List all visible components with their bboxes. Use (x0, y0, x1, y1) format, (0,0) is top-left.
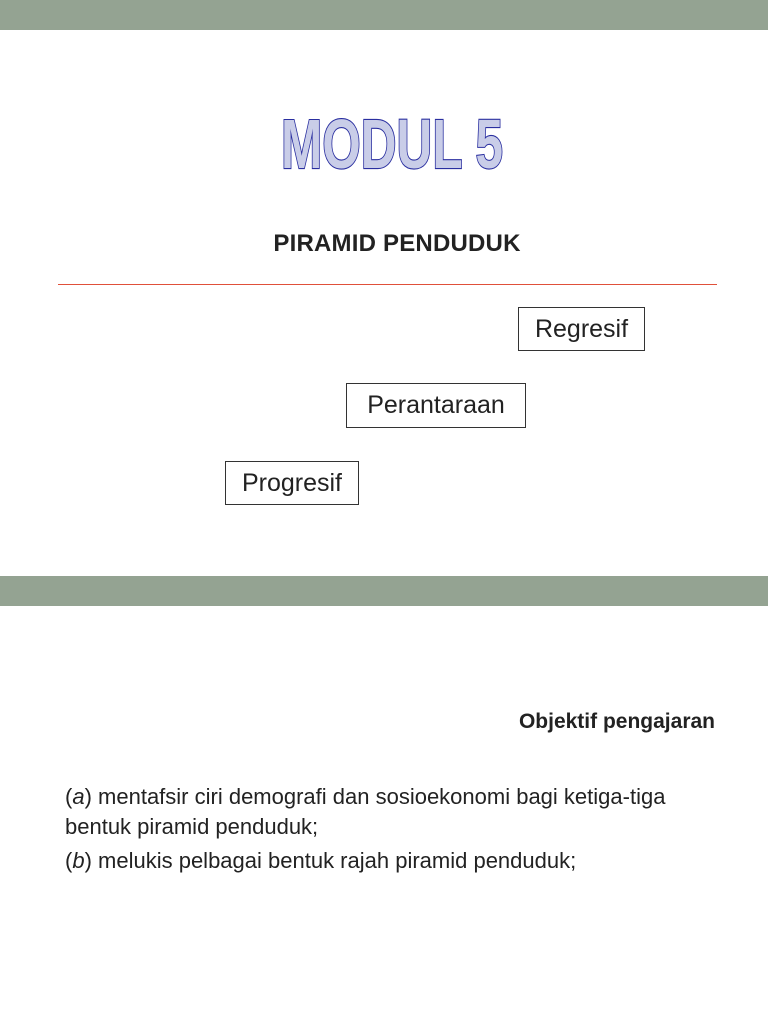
objective-text: mentafsir ciri demografi dan sosioekonomi bagi ketiga-tiga bentuk piramid penduduk; (65, 784, 666, 839)
top-band (0, 0, 768, 30)
pyramid-type-regresif: Regresif (518, 307, 645, 351)
slide-subtitle: PIRAMID PENDUDUK (273, 230, 521, 257)
module-title-text: MODUL 5 (281, 105, 503, 183)
objective-marker: a (72, 784, 85, 809)
pyramid-type-progresif: Progresif (225, 461, 359, 505)
objectives-list (65, 782, 715, 880)
module-title (278, 92, 506, 183)
objective-item-b: (b) melukis pelbagai bentuk rajah piramid penduduk; (65, 848, 577, 873)
slide-2 (0, 606, 768, 1024)
slide-separator-band (0, 576, 768, 606)
title-divider (58, 284, 717, 285)
objective-marker: b (72, 848, 85, 873)
pyramid-type-perantaraan: Perantaraan (346, 383, 526, 428)
objective-item-a: (a) mentafsir ciri demografi dan sosioekonomi bagi ketiga-tiga bentuk piramid penduduk; (65, 784, 666, 839)
slide-1 (0, 30, 768, 576)
objective-text: melukis pelbagai bentuk rajah piramid penduduk; (98, 848, 577, 873)
objectives-heading: Objektif pengajaran (518, 710, 715, 733)
